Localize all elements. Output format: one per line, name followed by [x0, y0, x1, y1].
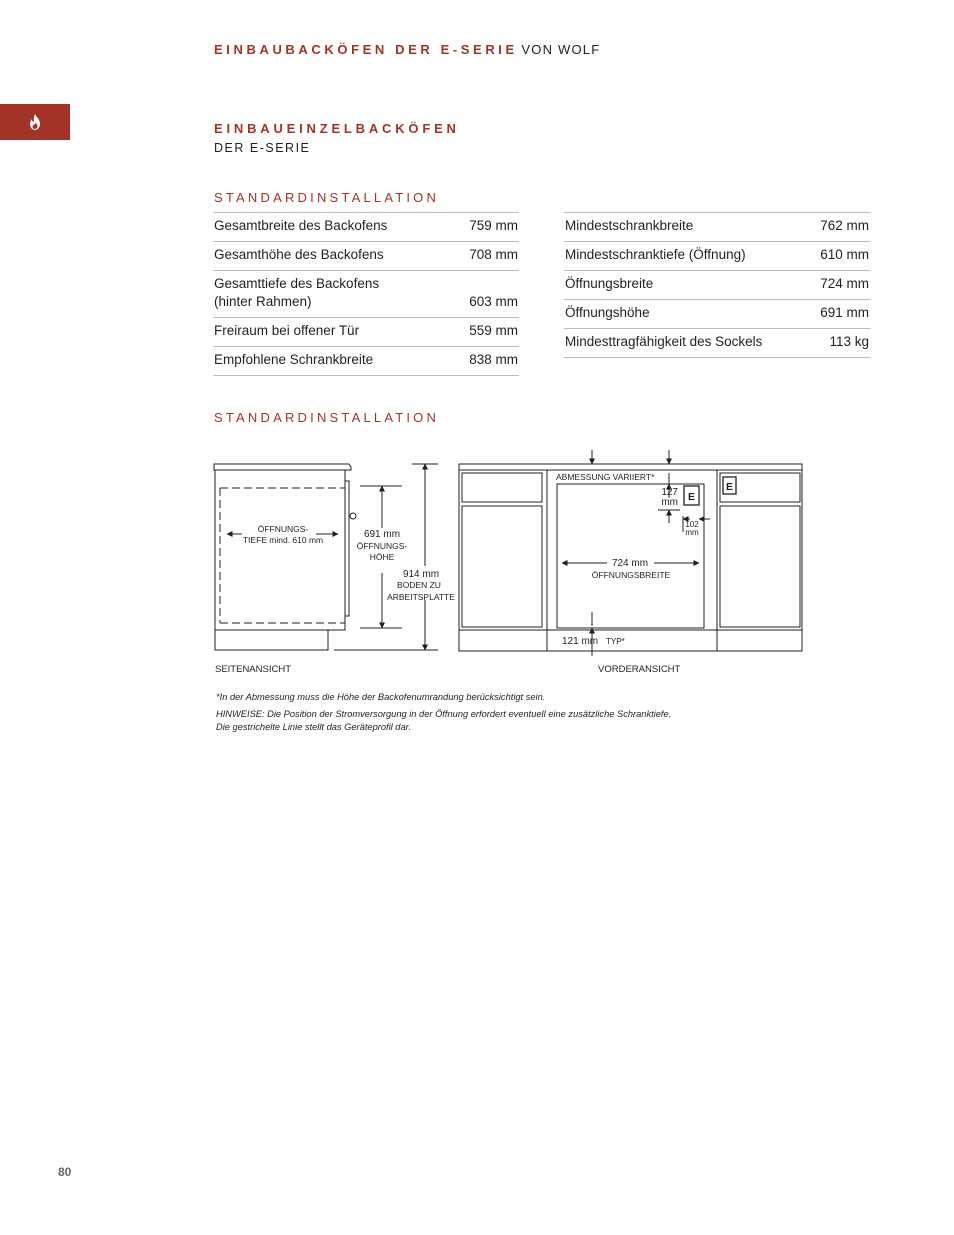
- side-view: [214, 464, 438, 650]
- section-subtitle: DER E-SERIE: [214, 141, 311, 155]
- spec-value: 559 mm: [450, 318, 519, 347]
- width-label: ÖFFNUNGSBREITE: [591, 570, 671, 580]
- spec-label: Mindesttragfähigkeit des Sockels: [564, 329, 808, 358]
- cabinet-spec-table: [564, 212, 870, 358]
- table-row: [564, 271, 870, 300]
- table-row: [213, 242, 519, 271]
- outlet-label-1: E: [687, 491, 696, 503]
- installation-diagram: [212, 448, 812, 683]
- spec-value: 724 mm: [808, 271, 870, 300]
- table-row: [213, 271, 519, 318]
- floor-label-1: BODEN ZU: [397, 580, 441, 590]
- table-row: [564, 300, 870, 329]
- height-label-2: HÖHE: [369, 552, 395, 562]
- spec-heading: STANDARDINSTALLATION: [214, 190, 440, 205]
- spec-value: 708 mm: [450, 242, 519, 271]
- page-header: [214, 42, 600, 57]
- spec-label: Empfohlene Schrankbreite: [213, 347, 450, 376]
- spec-label: [213, 271, 450, 318]
- front-view-label: VORDERANSICHT: [598, 664, 681, 675]
- spec-label-line2: (hinter Rahmen): [214, 294, 312, 309]
- depth-label-2: TIEFE mind. 610 mm: [242, 535, 324, 545]
- width-value: 724 mm: [611, 558, 649, 569]
- spec-value: 610 mm: [808, 242, 870, 271]
- spec-value: 759 mm: [450, 213, 519, 242]
- varies-label: ABMESSUNG VARIIERT*: [556, 472, 655, 482]
- spec-value: 603 mm: [450, 271, 519, 318]
- dim-102-b: mm: [685, 528, 699, 537]
- spec-label: Gesamtbreite des Backofens: [213, 213, 450, 242]
- table-row: [564, 213, 870, 242]
- header-brand: VON WOLF: [521, 42, 601, 57]
- spec-label: Mindestschranktiefe (Öffnung): [564, 242, 808, 271]
- dim-102-a: 102: [685, 520, 699, 529]
- table-row: [213, 318, 519, 347]
- section-tab: [0, 104, 70, 140]
- table-row: [564, 242, 870, 271]
- header-series: EINBAUBACKÖFEN DER E-SERIE: [214, 42, 518, 57]
- table-row: [564, 329, 870, 358]
- depth-label-1: ÖFFNUNGS-: [257, 524, 309, 534]
- dim-127-a: 127: [661, 487, 678, 498]
- footnote-notes-1: HINWEISE: Die Position der Stromversorgung in der Öffnung erfordert eventuell eine zusätzliche Schranktiefe.: [216, 709, 672, 719]
- section-title: EINBAUEINZELBACKÖFEN: [214, 121, 460, 136]
- floor-label-2: ARBEITSPLATTE: [387, 592, 455, 602]
- typ-value: 121 mm: [562, 636, 599, 647]
- spec-value: 113 kg: [808, 329, 870, 358]
- outlet-label-2: E: [725, 481, 734, 493]
- spec-value: 838 mm: [450, 347, 519, 376]
- spec-label: Öffnungshöhe: [564, 300, 808, 329]
- page-number: 80: [58, 1165, 72, 1179]
- spec-value: 691 mm: [808, 300, 870, 329]
- height-value: 691 mm: [363, 529, 401, 540]
- flame-icon: [28, 114, 42, 130]
- dim-127-b: mm: [661, 497, 678, 508]
- oven-spec-table: [213, 212, 519, 376]
- spec-label: Freiraum bei offener Tür: [213, 318, 450, 347]
- floor-value: 914 mm: [402, 569, 440, 580]
- footnote-asterisk: *In der Abmessung muss die Höhe der Backofenumrandung berücksichtigt sein.: [216, 692, 546, 702]
- diagram-heading: STANDARDINSTALLATION: [214, 410, 440, 425]
- typ-label: TYP*: [606, 637, 625, 646]
- side-view-label: SEITENANSICHT: [215, 664, 292, 675]
- spec-value: 762 mm: [808, 213, 870, 242]
- spec-label: Öffnungsbreite: [564, 271, 808, 300]
- footnote-notes-2: Die gestrichelte Linie stellt das Geräteprofil dar.: [216, 722, 411, 732]
- table-row: [213, 213, 519, 242]
- spec-label: Gesamthöhe des Backofens: [213, 242, 450, 271]
- spec-label: Mindestschrankbreite: [564, 213, 808, 242]
- spec-label-line1: Gesamttiefe des Backofens: [214, 276, 380, 291]
- height-label-1: ÖFFNUNGS-: [356, 541, 408, 551]
- table-row: [213, 347, 519, 376]
